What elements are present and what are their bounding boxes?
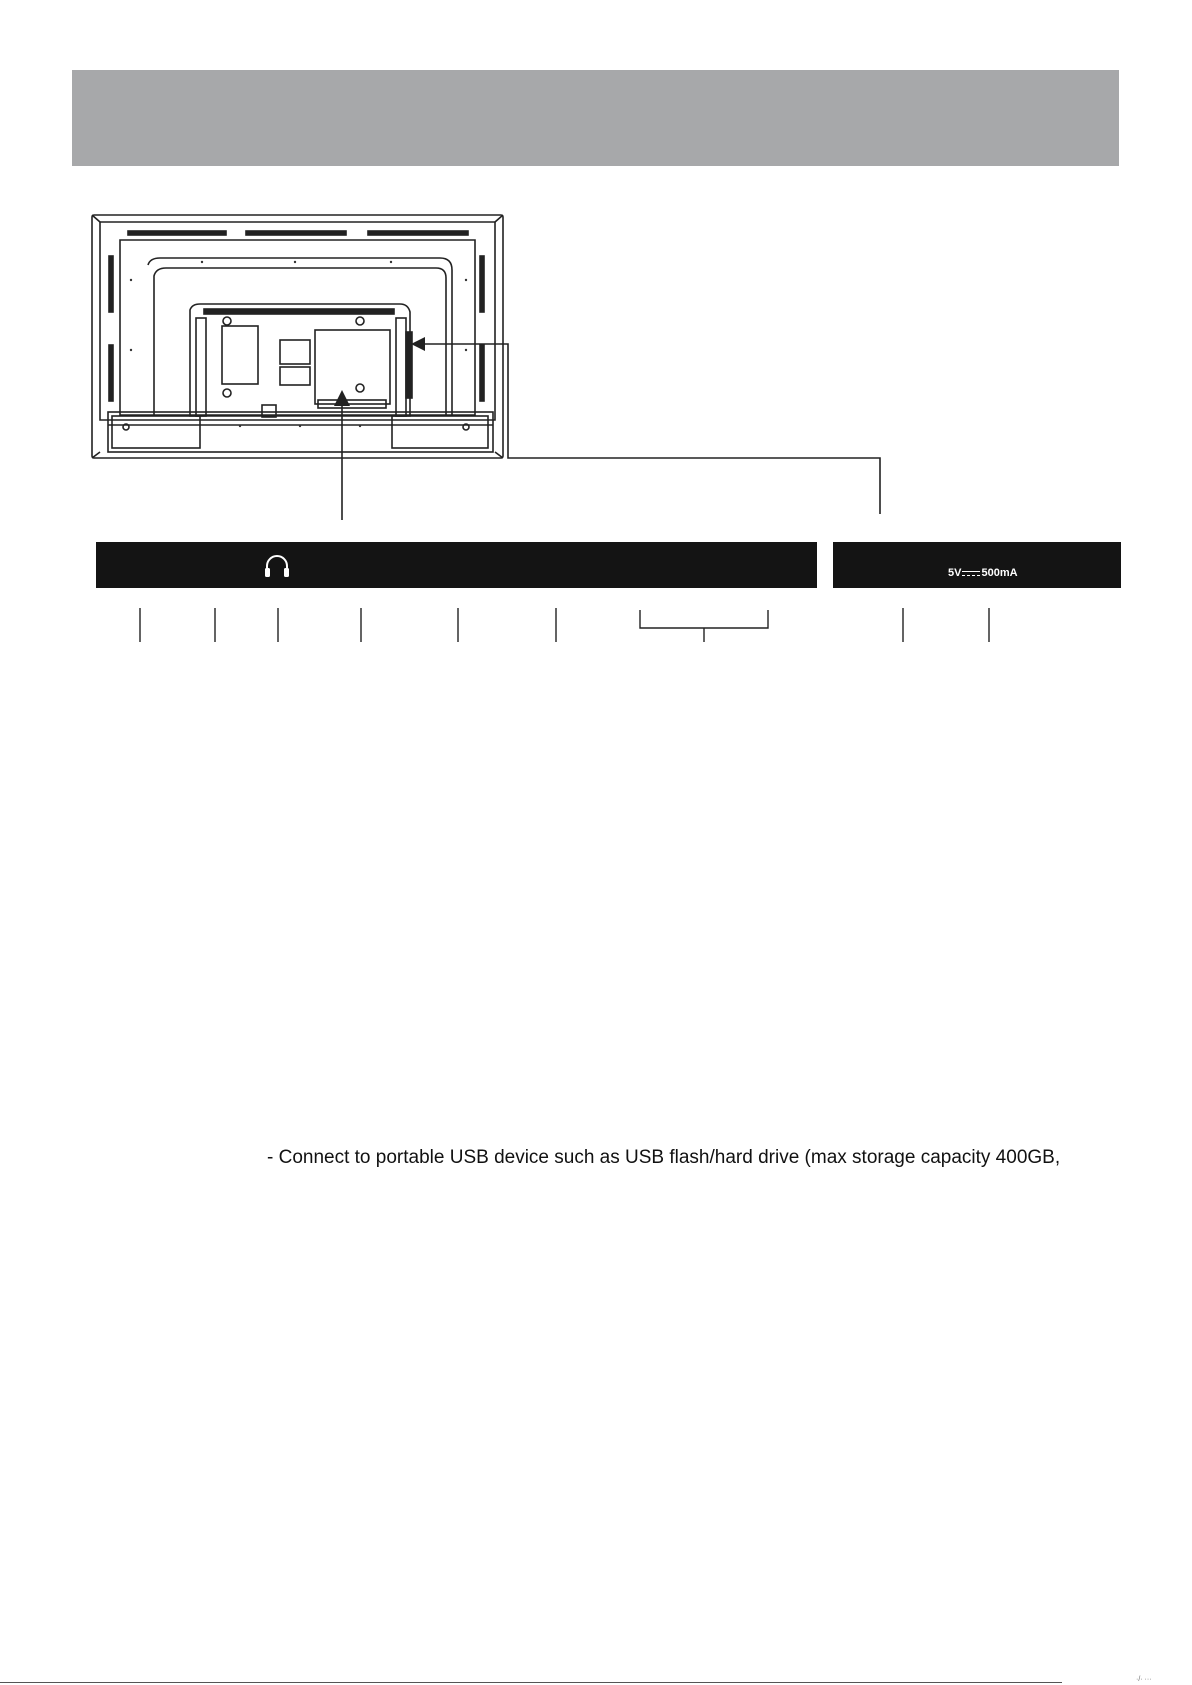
rear-connection-panel: [96, 542, 817, 588]
dc-symbol-icon: [962, 571, 980, 578]
usb-rating-voltage: 5V: [948, 567, 962, 579]
footer-mark: ·/· ···: [1136, 1676, 1152, 1683]
usb-connection-note: - Connect to portable USB device such as USB flash/hard drive (max storage capacity 400GB,: [267, 1147, 1061, 1168]
usb-rating-current: 500mA: [981, 567, 1018, 579]
headphone-icon: [262, 551, 292, 581]
side-callout-leader: [420, 344, 880, 514]
footer-rule: [0, 1682, 1062, 1683]
bottom-callout-arrow: [334, 390, 350, 406]
usb-power-rating: [948, 567, 1018, 579]
side-connection-panel: [833, 542, 1121, 588]
tv-back-outline: [92, 215, 503, 458]
side-callout-arrow: [411, 337, 425, 351]
port-tick-marks: [140, 608, 989, 642]
